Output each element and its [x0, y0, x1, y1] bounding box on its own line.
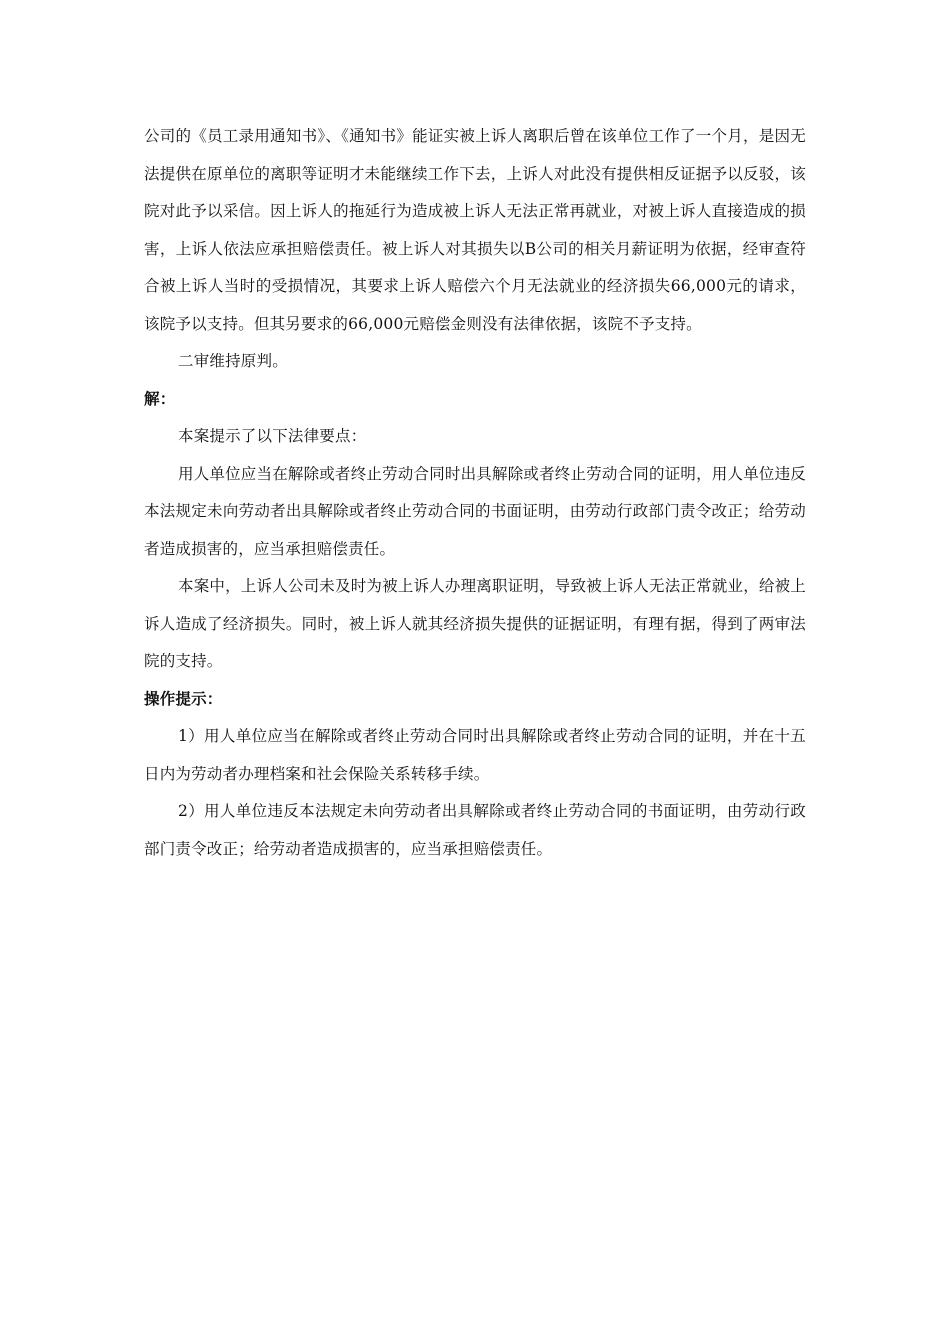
operation-tip-1: 1）用人单位应当在解除或者终止劳动合同时出具解除或者终止劳动合同的证明，并在十五日内为劳动者办理档案和社会保险关系转移手续。	[144, 727, 806, 783]
document-body	[144, 118, 806, 868]
operation-tips-heading: 操作提示：	[144, 689, 223, 708]
solution-paragraph-2: 用人单位应当在解除或者终止劳动合同时出具解除或者终止劳动合同的证明，用人单位违反本法规定未向劳动者出具解除或者终止劳动合同的书面证明，由劳动行政部门责令改正；给劳动者造成损害的，应当承担赔偿责任。	[144, 464, 807, 558]
second-instance-ruling-paragraph: 二审维持原判。	[178, 352, 288, 370]
solution-heading: 解：	[144, 389, 176, 408]
operation-tip-2: 2）用人单位违反本法规定未向劳动者出具解除或者终止劳动合同的书面证明，由劳动行政部门责令改正；给劳动者造成损害的，应当承担赔偿责任。	[144, 802, 806, 858]
court-reasoning-paragraph: 公司的《员工录用通知书》、《通知书》能证实被上诉人离职后曾在该单位工作了一个月，是因无法提供在原单位的离职等证明才未能继续工作下去，上诉人对此没有提供相反证据予以反驳，该院对此予以采信。因上诉人的拖延行为造成被上诉人无法正常再就业，对被上诉人直接造成的损害，上诉人依法应承担赔偿责任。被上诉人对其损失以B公司的相关月薪证明为依据，经审查符合被上诉人当时的受损情况，其要求上诉人赔偿六个月无法就业的经济损失66,000元的请求，该院予以支持。但其另要求的66,000元赔偿金则没有法律依据，该院不予支持。	[144, 127, 806, 333]
solution-paragraph-3: 本案中，上诉人公司未及时为被上诉人办理离职证明，导致被上诉人无法正常就业，给被上诉人造成了经济损失。同时，被上诉人就其经济损失提供的证据证明，有理有据，得到了两审法院的支持。	[144, 577, 807, 670]
solution-paragraph-1: 本案提示了以下法律要点：	[178, 427, 367, 445]
